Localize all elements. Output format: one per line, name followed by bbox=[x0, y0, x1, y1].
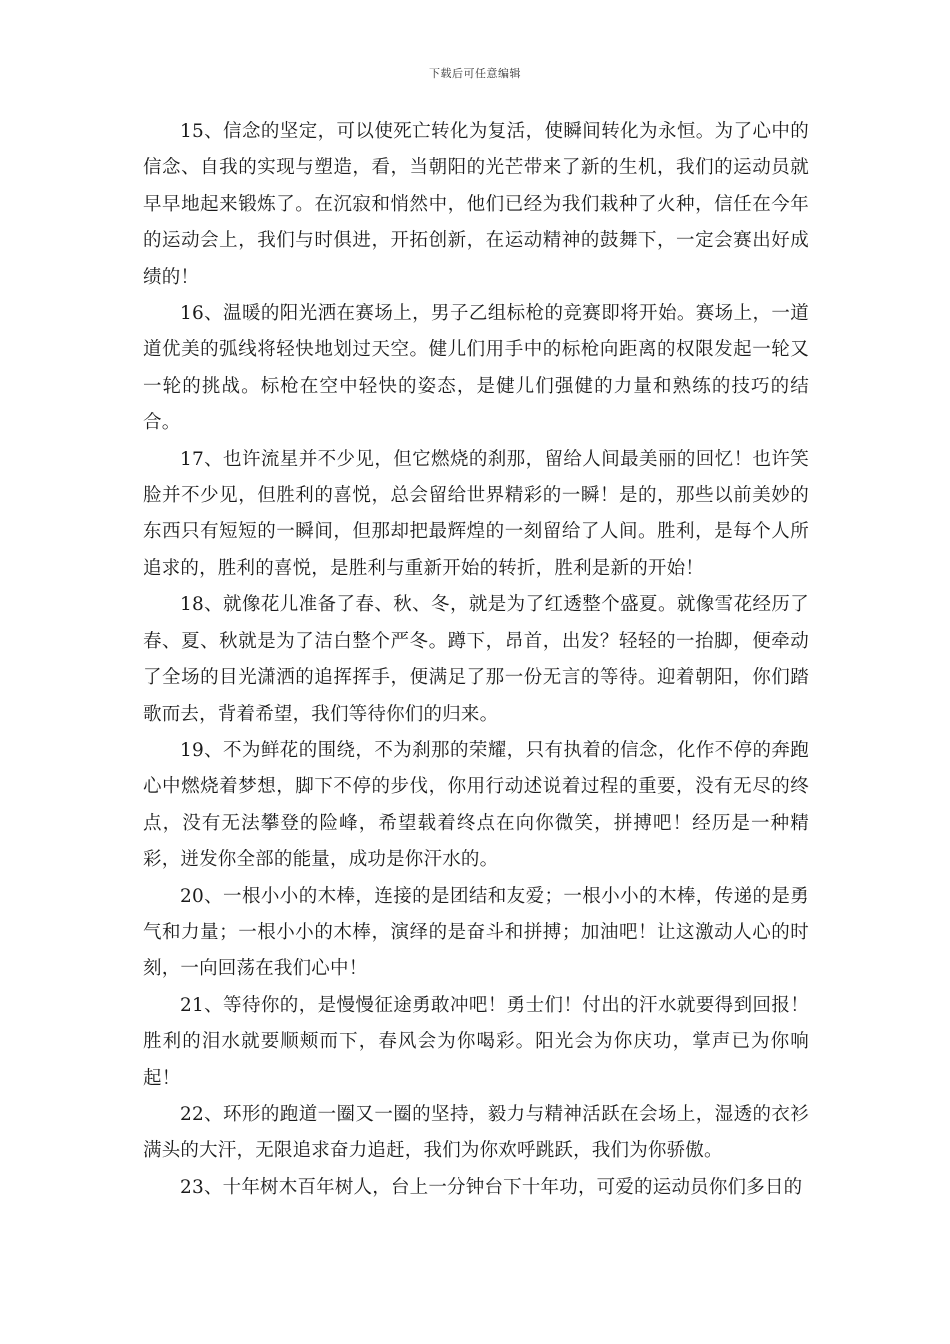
document-body bbox=[143, 114, 809, 1206]
paragraph-17: 17、也许流星并不少见，但它燃烧的刹那，留给人间最美丽的回忆！也许笑脸并不少见，但胜利的喜悦，总会留给世界精彩的一瞬！是的，那些以前美妙的东西只有短短的一瞬间，但那却把最辉煌的一刻留给了人间。胜利，是每个人所追求的，胜利的喜悦，是胜利与重新开始的转折，胜利是新的开始！ bbox=[143, 448, 809, 579]
paragraph-22: 22、环形的跑道一圈又一圈的坚持，毅力与精神活跃在会场上，湿透的衣衫满头的大汗，无限追求奋力追赶，我们为你欢呼跳跃，我们为你骄傲。 bbox=[143, 1103, 809, 1162]
paragraph-18: 18、就像花儿准备了春、秋、冬，就是为了红透整个盛夏。就像雪花经历了春、夏、秋就是为了洁白整个严冬。蹲下，昂首，出发？轻轻的一抬脚，便牵动了全场的目光潇洒的追挥挥手，便满足了那一份无言的等待。迎着朝阳，你们踏歌而去，背着希望，我们等待你们的归来。 bbox=[143, 594, 809, 725]
paragraph-21: 21、等待你的，是慢慢征途勇敢冲吧！勇士们！付出的汗水就要得到回报！胜利的泪水就要顺颊而下，春风会为你喝彩。阳光会为你庆功，掌声已为你响起！ bbox=[143, 994, 809, 1089]
paragraph-20: 20、一根小小的木棒，连接的是团结和友爱；一根小小的木棒，传递的是勇气和力量；一根小小的木棒，演绎的是奋斗和拼搏；加油吧！让这激动人心的时刻，一向回荡在我们心中！ bbox=[143, 885, 809, 980]
page-header-note: 下载后可任意编辑 bbox=[429, 67, 521, 80]
paragraph-19: 19、不为鲜花的围绕，不为刹那的荣耀，只有执着的信念，化作不停的奔跑心中燃烧着梦想，脚下不停的步伐，你用行动述说着过程的重要，没有无尽的终点，没有无法攀登的险峰，希望载着终点在向你微笑，拼搏吧！经历是一种精彩，迸发你全部的能量，成功是你汗水的。 bbox=[143, 739, 809, 871]
paragraph-16: 16、温暖的阳光洒在赛场上，男子乙组标枪的竞赛即将开始。赛场上，一道道优美的弧线将轻快地划过天空。健儿们用手中的标枪向距离的权限发起一轮又一轮的挑战。标枪在空中轻快的姿态，是健儿们强健的力量和熟练的技巧的结合。 bbox=[143, 303, 809, 434]
paragraph-23: 23、十年树木百年树人，台上一分钟台下十年功，可爱的运动员你们多日的 bbox=[180, 1176, 803, 1198]
paragraph-15: 15、信念的坚定，可以使死亡转化为复活，使瞬间转化为永恒。为了心中的信念、自我的实现与塑造，看，当朝阳的光芒带来了新的生机，我们的运动员就早早地起来锻炼了。在沉寂和悄然中，他们已经为我们栽种了火种，信任在今年的运动会上，我们与时俱进，开拓创新，在运动精神的鼓舞下，一定会赛出好成绩的！ bbox=[143, 121, 809, 288]
